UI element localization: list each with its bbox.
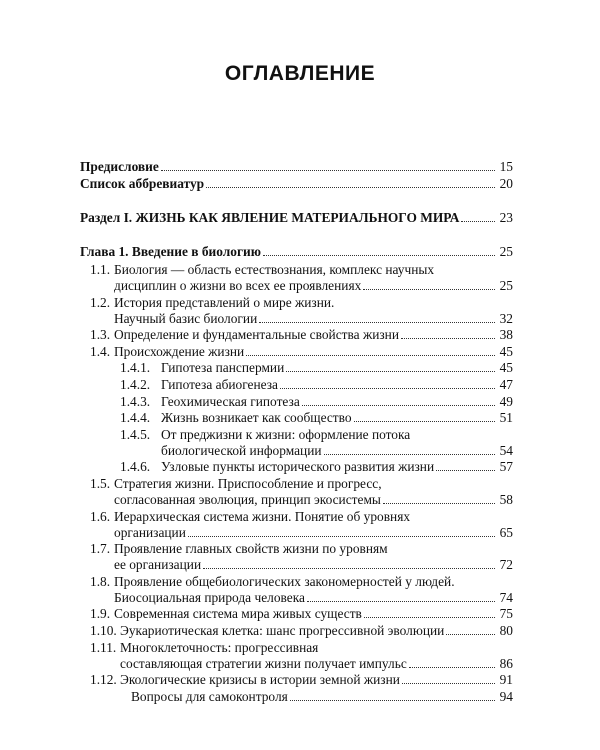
toc-entry-title: Многоклеточность: прогрессивная bbox=[120, 639, 319, 655]
toc-entry-number: 1.4.1. bbox=[120, 360, 151, 376]
toc-entry-page: 25 bbox=[499, 244, 513, 259]
toc-entry-page: 58 bbox=[499, 492, 513, 507]
toc-entry[interactable] bbox=[90, 295, 513, 327]
leader-dots bbox=[263, 255, 495, 256]
toc-entry-number: 1.5. bbox=[90, 476, 111, 491]
toc-entry-number: 1.12. bbox=[90, 672, 117, 688]
toc-entry-page: 75 bbox=[499, 606, 513, 622]
toc-entry-first-line bbox=[90, 476, 513, 492]
toc-entry-title: Раздел I. ЖИЗНЬ КАК ЯВЛЕНИЕ МАТЕРИАЛЬНОГО МИРА bbox=[80, 210, 460, 225]
toc-entry-number: 1.6. bbox=[90, 508, 111, 524]
toc-entry[interactable] bbox=[90, 509, 513, 541]
leader-dots bbox=[436, 470, 495, 471]
leader-dots bbox=[461, 221, 495, 222]
toc-entry-first-line bbox=[90, 574, 513, 590]
toc-entry-first-line bbox=[90, 509, 513, 525]
toc-entry-title: Геохимическая гипотеза bbox=[161, 393, 300, 409]
toc-entry-first-line bbox=[90, 344, 513, 360]
toc-entry-first-line bbox=[120, 410, 513, 426]
toc-entry-number: 1.7. bbox=[90, 541, 111, 557]
toc-entry-continuation-line bbox=[90, 311, 513, 327]
toc-entry[interactable] bbox=[90, 606, 513, 622]
toc-entry-title: Биосоциальная природа человека bbox=[114, 589, 305, 605]
toc-entry-page: 72 bbox=[499, 557, 513, 573]
leader-dots bbox=[280, 388, 495, 389]
toc-entry[interactable] bbox=[120, 394, 513, 410]
toc-entry-title: Научный базис биологии bbox=[114, 310, 258, 326]
toc-entry-title: согласованная эволюция, принцип экосистемы bbox=[114, 492, 381, 507]
toc-entry-page: 94 bbox=[499, 688, 513, 704]
toc-entry-title: Биология — область естествознания, комплекс научных bbox=[114, 262, 435, 277]
toc-entry-page: 45 bbox=[499, 343, 513, 359]
toc-entry-page: 23 bbox=[499, 210, 513, 225]
page-title: ОГЛАВЛЕНИЕ bbox=[224, 62, 376, 85]
leader-dots bbox=[161, 170, 495, 171]
toc-entry-page: 54 bbox=[499, 442, 513, 458]
toc-entry[interactable] bbox=[120, 427, 513, 459]
toc-entry-first-line bbox=[120, 459, 513, 475]
toc-entry[interactable] bbox=[90, 344, 513, 360]
toc-entry-title: Экологические кризисы в истории земной жизни bbox=[120, 672, 400, 688]
toc-entry[interactable] bbox=[120, 410, 513, 426]
toc-entry-title: Гипотеза абиогенеза bbox=[161, 377, 279, 392]
toc-entry-title: Проявление главных свойств жизни по уровням bbox=[114, 541, 388, 557]
toc-entry[interactable] bbox=[90, 262, 513, 294]
toc-entry-number: 1.9. bbox=[90, 606, 111, 622]
toc-entry-page: 15 bbox=[499, 159, 513, 174]
toc-entry-first-line bbox=[90, 262, 513, 278]
toc-entry-page: 38 bbox=[499, 327, 513, 343]
toc-entry-preface[interactable] bbox=[80, 159, 513, 175]
toc-entry-number: 1.4. bbox=[90, 343, 111, 359]
toc-entry-title: Жизнь возникает как сообщество bbox=[161, 410, 352, 426]
toc-entry-title: Современная система мира живых существ bbox=[114, 606, 362, 622]
toc-entry-page: 25 bbox=[499, 278, 513, 293]
toc-entry-continuation-line bbox=[90, 525, 513, 541]
toc-entry-first-line bbox=[90, 327, 513, 343]
toc-entry-first-line bbox=[90, 541, 513, 557]
toc-entry-title: ее организации bbox=[114, 557, 202, 573]
toc-entry-title: Предисловие bbox=[80, 159, 159, 174]
toc-entry-number: 1.11. bbox=[90, 639, 117, 655]
leader-dots bbox=[286, 371, 495, 372]
toc-entry-number: 1.4.5. bbox=[120, 426, 151, 442]
toc-entry-first-line bbox=[120, 427, 513, 443]
toc-entry-title: Узловые пункты исторического развития жизни bbox=[161, 459, 435, 475]
toc-entry-number: 1.8. bbox=[90, 573, 111, 589]
toc-entry-title: составляющая стратегии жизни получает импульс bbox=[120, 655, 407, 671]
toc-entry[interactable] bbox=[90, 574, 513, 606]
toc-entry-title: дисциплин о жизни во всех ее проявлениях bbox=[114, 278, 362, 293]
toc-entry-continuation-line bbox=[90, 557, 513, 573]
toc-entry-page: 51 bbox=[499, 410, 513, 426]
leader-dots bbox=[290, 700, 495, 701]
toc-entry-title: Вопросы для самоконтроля bbox=[131, 688, 288, 704]
toc-entry-page: 65 bbox=[499, 524, 513, 540]
toc-entry-title: Список аббревиатур bbox=[80, 176, 205, 191]
toc-entry-page: 80 bbox=[499, 623, 513, 638]
toc-entry-first-line bbox=[90, 295, 513, 311]
toc-entry-title: Эукариотическая клетка: шанс прогрессивной эволюции bbox=[120, 623, 445, 638]
toc-entry-chapter-1[interactable] bbox=[80, 244, 513, 260]
leader-dots bbox=[324, 454, 495, 455]
toc-entry-continuation-line bbox=[90, 278, 513, 294]
toc-entry-title: Проявление общебиологических закономерностей у людей. bbox=[114, 573, 455, 589]
toc-entry[interactable] bbox=[90, 689, 513, 705]
leader-dots bbox=[203, 568, 495, 569]
leader-dots bbox=[307, 601, 495, 602]
leader-dots bbox=[446, 634, 495, 635]
toc-entry[interactable] bbox=[120, 377, 513, 393]
toc-entry-abbreviations[interactable] bbox=[80, 176, 513, 192]
toc-entry-page: 86 bbox=[499, 655, 513, 671]
toc-entry-number: 1.4.2. bbox=[120, 377, 151, 392]
toc-entry[interactable] bbox=[90, 623, 513, 639]
leader-dots bbox=[206, 187, 495, 188]
toc-entry-title: Определение и фундаментальные свойства жизни bbox=[114, 327, 399, 343]
toc-entry-title: От преджизни к жизни: оформление потока bbox=[161, 426, 411, 442]
leader-dots bbox=[246, 355, 495, 356]
toc-entry-page: 74 bbox=[499, 589, 513, 605]
leader-dots bbox=[364, 617, 495, 618]
toc-entry-page: 57 bbox=[499, 459, 513, 475]
leader-dots bbox=[188, 536, 495, 537]
toc-entry-title: Гипотеза панспермии bbox=[161, 360, 285, 376]
toc-entry-page: 47 bbox=[499, 377, 513, 392]
toc-entry-first-line bbox=[120, 394, 513, 410]
leader-dots bbox=[402, 683, 495, 684]
toc-entry-first-line bbox=[90, 640, 513, 656]
toc-entry-title: История представлений о мире жизни. bbox=[114, 294, 335, 310]
leader-dots bbox=[354, 421, 495, 422]
toc-entry-first-line bbox=[90, 606, 513, 622]
toc-entry-first-line bbox=[90, 623, 513, 639]
leader-dots bbox=[401, 338, 495, 339]
toc-entry-title: организации bbox=[114, 524, 186, 540]
toc-entry-title: Глава 1. Введение в биологию bbox=[80, 244, 261, 259]
toc-entry-first-line bbox=[90, 672, 513, 688]
toc-entry-section-1[interactable] bbox=[80, 210, 513, 226]
toc-entry-first-line bbox=[90, 689, 513, 705]
toc-entry[interactable] bbox=[120, 459, 513, 475]
toc-entry-title: Иерархическая система жизни. Понятие об уровнях bbox=[114, 508, 411, 524]
toc-entry-continuation-line bbox=[90, 492, 513, 508]
toc-entry-number: 1.1. bbox=[90, 262, 111, 277]
toc-entry-first-line bbox=[120, 377, 513, 393]
toc-entry[interactable] bbox=[90, 541, 513, 573]
toc-entry[interactable] bbox=[90, 327, 513, 343]
toc-entry-page: 20 bbox=[499, 176, 513, 191]
toc-entry[interactable] bbox=[90, 672, 513, 688]
toc-entry-number: 1.4.3. bbox=[120, 393, 151, 409]
toc-entry-number: 1.10. bbox=[90, 623, 117, 638]
toc-entry-continuation-line bbox=[90, 656, 513, 672]
leader-dots bbox=[383, 503, 495, 504]
leader-dots bbox=[409, 667, 495, 668]
toc-entry-number: 1.2. bbox=[90, 294, 111, 310]
toc-entry-title: Происхождение жизни bbox=[114, 343, 245, 359]
toc-entry-number: 1.4.4. bbox=[120, 410, 151, 426]
toc-entry-page: 91 bbox=[499, 672, 513, 688]
leader-dots bbox=[363, 289, 495, 290]
toc-entry-page: 32 bbox=[499, 310, 513, 326]
toc-entry-number: 1.3. bbox=[90, 327, 111, 343]
toc-entry-title: Стратегия жизни. Приспособление и прогресс, bbox=[114, 476, 382, 491]
toc-entry[interactable] bbox=[90, 476, 513, 508]
toc-entry-title: биологической информации bbox=[161, 442, 322, 458]
leader-dots bbox=[259, 322, 495, 323]
leader-dots bbox=[302, 405, 495, 406]
toc-entry[interactable] bbox=[90, 640, 513, 672]
toc-entry-continuation-line bbox=[120, 443, 513, 459]
toc-entry-continuation-line bbox=[90, 590, 513, 606]
toc-entry-page: 49 bbox=[499, 393, 513, 409]
toc-entry-first-line bbox=[120, 360, 513, 376]
toc-entry[interactable] bbox=[120, 360, 513, 376]
toc-entry-page: 45 bbox=[499, 360, 513, 376]
toc-entry-number: 1.4.6. bbox=[120, 459, 151, 475]
